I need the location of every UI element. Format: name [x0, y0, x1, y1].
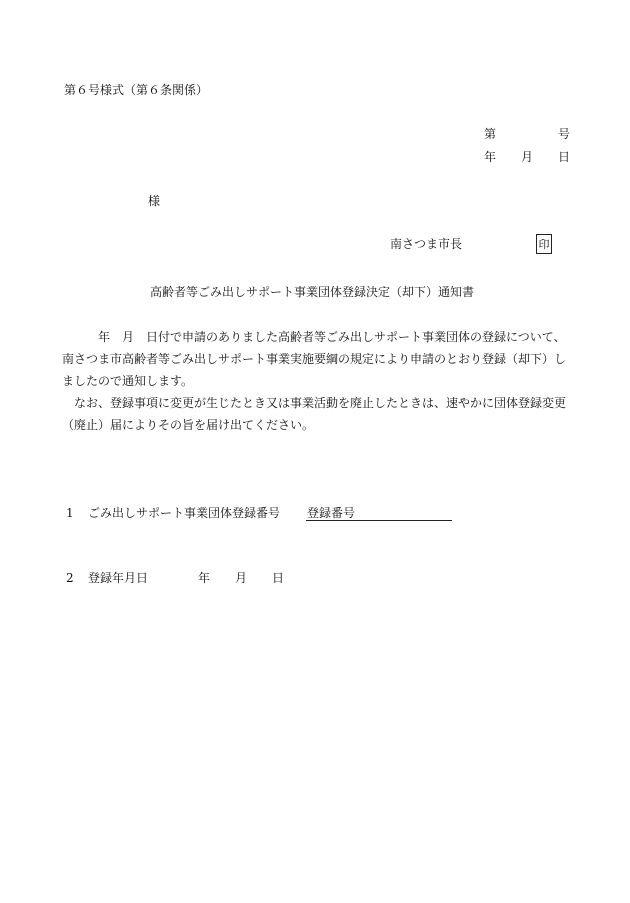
date-year-label: 年 — [484, 150, 497, 164]
registration-day-label: 日 — [272, 571, 285, 585]
registration-number-label: 登録番号 — [307, 506, 356, 520]
body-line: （廃止）届によりその旨を届け出てください。 — [62, 418, 315, 432]
body-paragraph — [62, 326, 582, 436]
body-line: ましたので通知します。 — [62, 374, 194, 388]
body-line: 南さつま市高齢者等ごみ出しサポート事業実施要綱の規定により申請のとおり登録（却下）し — [62, 352, 567, 366]
registration-number-field-line — [306, 520, 452, 521]
date-day-label: 日 — [558, 150, 571, 164]
registration-month-label: 月 — [235, 571, 248, 585]
body-line: 年 月 日付で申請のありました高齢者等ごみ出しサポート事業団体の登録について、 — [62, 330, 566, 344]
addressee-honorific: 様 — [148, 194, 161, 208]
seal-stamp-box: 印 — [536, 234, 552, 254]
issuer-name: 南さつま市長 — [390, 237, 463, 251]
document-title: 高齢者等ごみ出しサポート事業団体登録決定（却下）通知書 — [150, 285, 475, 299]
date-month-label: 月 — [521, 150, 534, 164]
form-id: 第６号様式（第６条関係） — [64, 83, 209, 97]
registration-year-label: 年 — [198, 571, 211, 585]
item2-number: 2 — [66, 571, 74, 585]
document-number-suffix: 号 — [558, 127, 571, 141]
item2-label: 登録年月日 — [88, 571, 149, 585]
document-number-prefix: 第 — [484, 127, 497, 141]
body-line: なお、登録事項に変更が生じたとき又は事業活動を廃止したときは、速やかに団体登録変更 — [62, 396, 567, 410]
item1-number: 1 — [66, 506, 74, 520]
item1-label: ごみ出しサポート事業団体登録番号 — [88, 506, 281, 520]
